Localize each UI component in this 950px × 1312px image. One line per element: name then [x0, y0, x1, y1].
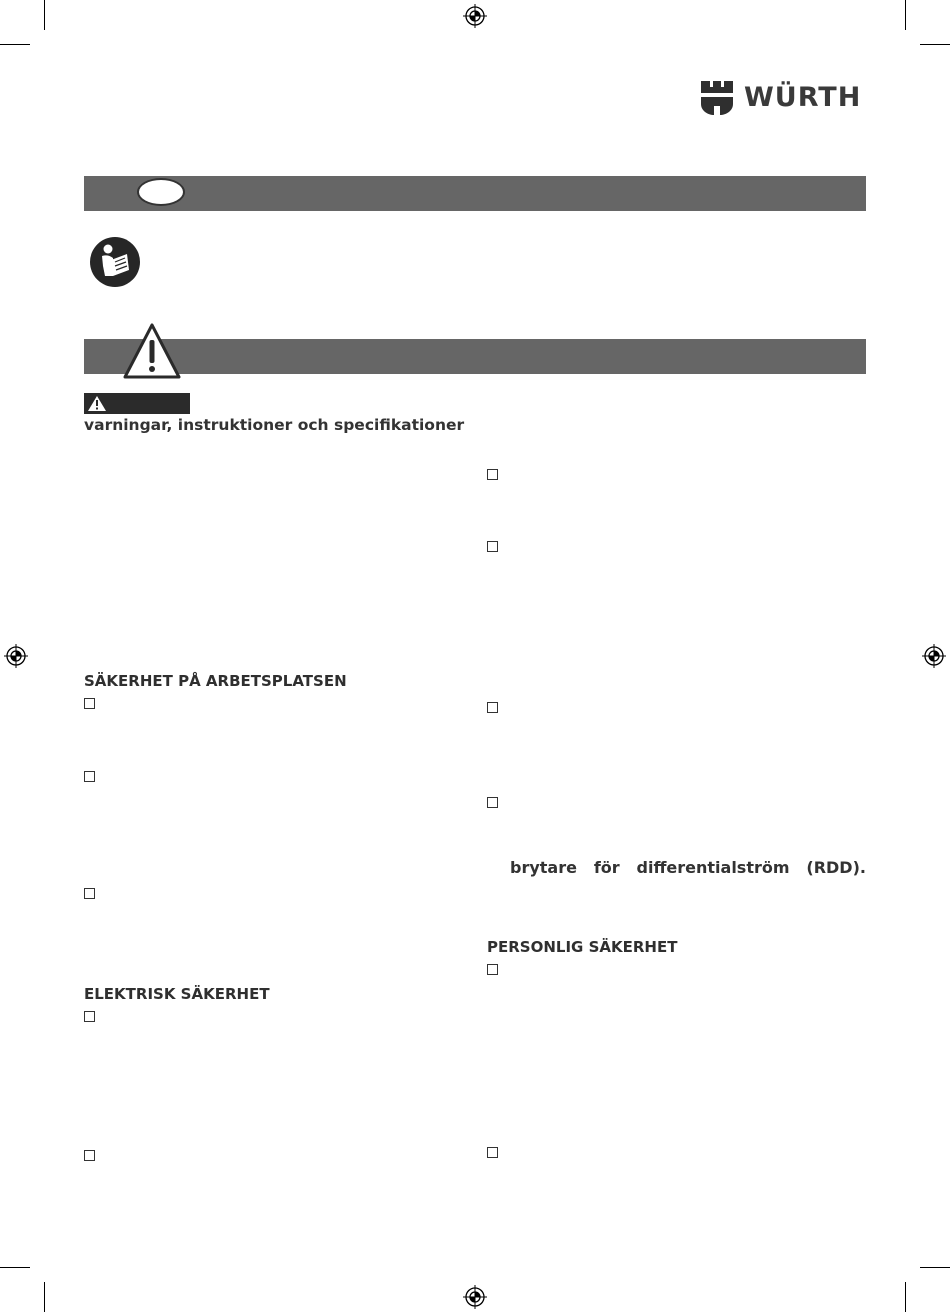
- electrical-safety-heading: ELEKTRISK SÄKERHET: [84, 985, 270, 1003]
- bullet-checkbox: [84, 771, 95, 782]
- rcd-word: brytare: [510, 858, 577, 877]
- language-badge: [137, 178, 185, 206]
- bullet-checkbox: [84, 1011, 95, 1022]
- rcd-word: differentialström: [636, 858, 790, 877]
- crop-mark: [920, 44, 950, 45]
- read-manual-icon: [89, 236, 141, 288]
- registration-mark-icon: [4, 644, 28, 668]
- logo-text: WÜRTH: [744, 82, 862, 113]
- bullet-checkbox: [84, 698, 95, 709]
- language-header-band: [84, 176, 866, 211]
- crop-mark: [0, 44, 30, 45]
- rcd-word: (RDD).: [806, 858, 866, 877]
- personal-safety-heading: PERSONLIG SÄKERHET: [487, 938, 678, 956]
- warning-triangle-icon: [122, 322, 182, 380]
- brand-logo: [700, 80, 868, 116]
- crop-mark: [44, 0, 45, 30]
- bullet-checkbox: [487, 469, 498, 480]
- warning-bold-text: varningar, instruktioner och specifikationer: [84, 416, 465, 434]
- bullet-checkbox: [487, 964, 498, 975]
- rcd-text-line: [510, 858, 866, 880]
- crop-mark: [905, 0, 906, 30]
- warning-label: [84, 393, 190, 414]
- registration-mark-icon: [463, 4, 487, 28]
- rcd-word: för: [593, 858, 620, 877]
- wurth-mark-icon: [700, 80, 734, 116]
- safety-warning-band: [84, 339, 866, 374]
- bullet-checkbox: [487, 702, 498, 713]
- crop-mark: [905, 1282, 906, 1312]
- bullet-checkbox: [487, 541, 498, 552]
- crop-mark: [44, 1282, 45, 1312]
- bullet-checkbox: [84, 888, 95, 899]
- bullet-checkbox: [487, 1147, 498, 1158]
- workplace-safety-heading: SÄKERHET PÅ ARBETSPLATSEN: [84, 672, 347, 690]
- warning-small-icon: [87, 395, 107, 412]
- registration-mark-icon: [463, 1285, 487, 1309]
- registration-mark-icon: [922, 644, 946, 668]
- bullet-checkbox: [84, 1150, 95, 1161]
- crop-mark: [920, 1267, 950, 1268]
- bullet-checkbox: [487, 797, 498, 808]
- crop-mark: [0, 1267, 30, 1268]
